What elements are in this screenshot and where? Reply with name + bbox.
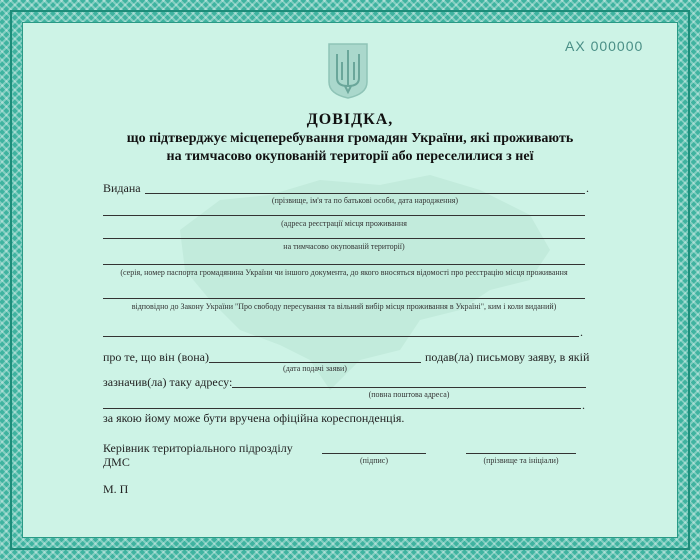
about-label: про те, що він (вона) xyxy=(103,350,209,364)
address-label: зазначив(ла) таку адресу: xyxy=(103,375,233,389)
correspondence-label: за якою йому може бути вручена офіційна кореспонденція. xyxy=(103,411,405,425)
postal-address-field[interactable] xyxy=(232,387,586,388)
application-date-field[interactable] xyxy=(209,362,421,363)
signature-field[interactable] xyxy=(322,453,426,454)
issued-name-field[interactable] xyxy=(145,193,585,194)
caption-signature: (підпис) xyxy=(359,456,388,465)
occupied-address-field[interactable] xyxy=(103,238,585,239)
document-subtitle-1: що підтверджує місцеперебування громадян України, які проживають xyxy=(126,131,574,146)
postal-address-continuation-field[interactable] xyxy=(103,408,581,409)
trident-emblem-icon xyxy=(325,40,371,100)
head-label: Керівник територіального підрозділу xyxy=(103,441,293,455)
caption-occupied: на тимчасово окупованій території) xyxy=(283,242,405,251)
law-field[interactable] xyxy=(103,298,585,299)
issued-label: Видана xyxy=(103,181,141,195)
caption-initials: (прізвище та ініціали) xyxy=(483,456,559,465)
serial-number: АХ 000000 xyxy=(565,38,644,54)
seal-label: М. П xyxy=(103,482,129,496)
caption-registration: (адреса реєстрації місця проживання xyxy=(281,219,407,228)
initials-field[interactable] xyxy=(466,453,576,454)
caption-postal: (повна поштова адреса) xyxy=(368,390,450,399)
document-title: ДОВІДКА, xyxy=(306,111,394,128)
caption-passport: (серія, номер паспорта громадянина України чи іншого документа, до якого вносяться відомості про реєстрацію місця проживання xyxy=(120,268,568,277)
caption-date: (дата подачі заяви) xyxy=(283,364,347,373)
registration-address-field[interactable] xyxy=(103,215,585,216)
head-label-dms: ДМС xyxy=(103,455,130,469)
period-mark: . xyxy=(580,325,583,339)
passport-field[interactable] xyxy=(103,264,585,265)
document-subtitle-2: на тимчасово окупованій території або переселилися з неї xyxy=(166,149,534,164)
caption-name: (прізвище, ім'я та по батькові особи, дата народження) xyxy=(271,196,459,205)
caption-law: відповідно до Закону України "Про свободу пересування та вільний вибір місця проживання в Україні", ким і коли виданий) xyxy=(131,302,557,311)
filed-label: подав(ла) письмову заяву, в якій xyxy=(425,350,590,364)
period-mark: . xyxy=(582,398,585,412)
extra-field[interactable] xyxy=(103,336,579,337)
period-mark: . xyxy=(586,181,589,195)
